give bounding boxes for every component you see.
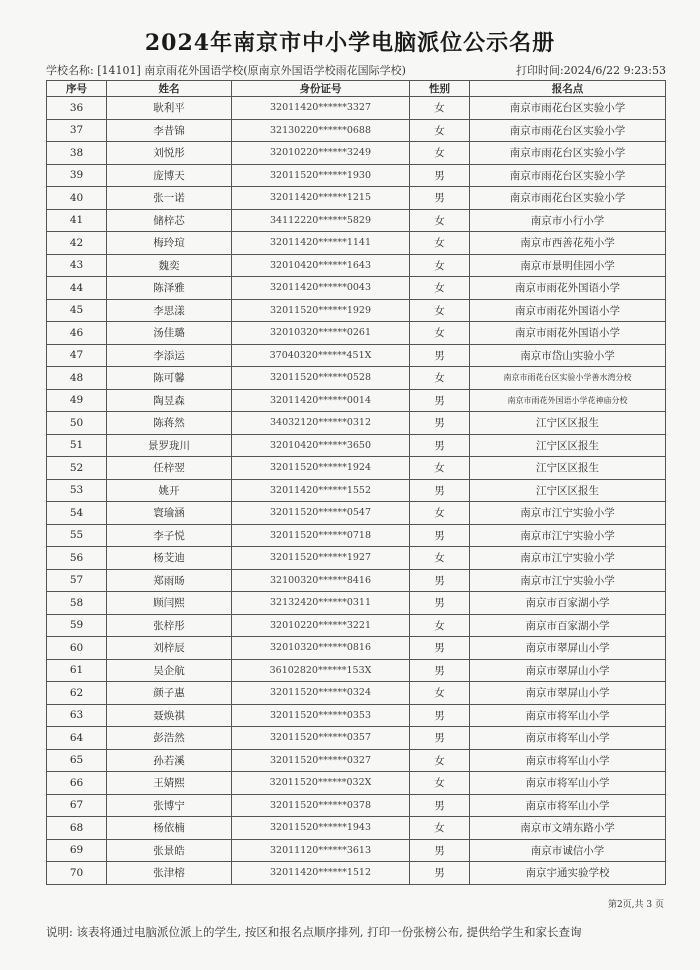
cell-gender: 女 <box>410 322 470 345</box>
cell-id-number: 32011520******0324 <box>232 682 410 705</box>
cell-id-number: 37040320******451X <box>232 344 410 367</box>
cell-id-number: 32011520******032X <box>232 772 410 795</box>
cell-name: 王婧熙 <box>107 772 232 795</box>
table-row <box>47 119 666 142</box>
cell-id-number: 32011420******1512 <box>232 862 410 885</box>
header-cell: 姓名 <box>107 81 232 97</box>
cell-gender: 男 <box>410 637 470 660</box>
cell-seq: 55 <box>47 524 107 547</box>
table-row <box>47 817 666 840</box>
cell-gender: 男 <box>410 794 470 817</box>
cell-enroll-site: 江宁区区报生 <box>470 479 666 502</box>
cell-name: 颜子惠 <box>107 682 232 705</box>
cell-id-number: 32011520******0378 <box>232 794 410 817</box>
print-time-info <box>516 62 666 78</box>
cell-name: 李思漾 <box>107 299 232 322</box>
cell-seq: 49 <box>47 389 107 412</box>
cell-enroll-site: 南京市诚信小学 <box>470 839 666 862</box>
cell-seq: 65 <box>47 749 107 772</box>
cell-id-number: 32011420******0043 <box>232 277 410 300</box>
cell-gender: 女 <box>410 142 470 165</box>
cell-enroll-site: 南京市将军山小学 <box>470 794 666 817</box>
cell-enroll-site: 江宁区区报生 <box>470 412 666 435</box>
cell-enroll-site: 江宁区区报生 <box>470 434 666 457</box>
school-info <box>46 62 406 78</box>
cell-gender: 男 <box>410 839 470 862</box>
school-name: [14101] 南京雨花外国语学校(原南京外国语学校雨花国际学校) <box>97 64 406 77</box>
cell-gender: 女 <box>410 277 470 300</box>
print-time-label: 打印时间: <box>515 64 564 77</box>
cell-name: 张梓彤 <box>107 614 232 637</box>
table-row <box>47 389 666 412</box>
cell-id-number: 32011520******0718 <box>232 524 410 547</box>
cell-seq: 59 <box>47 614 107 637</box>
table-row <box>47 299 666 322</box>
table-row <box>47 412 666 435</box>
cell-enroll-site: 南京市小行小学 <box>470 209 666 232</box>
cell-id-number: 34032120******0312 <box>232 412 410 435</box>
cell-gender: 男 <box>410 187 470 210</box>
cell-seq: 56 <box>47 547 107 570</box>
cell-enroll-site: 南京市百家湖小学 <box>470 592 666 615</box>
table-row <box>47 97 666 120</box>
cell-seq: 53 <box>47 479 107 502</box>
header-cell: 序号 <box>47 81 107 97</box>
cell-name: 顾闫熙 <box>107 592 232 615</box>
cell-id-number: 32132420******0311 <box>232 592 410 615</box>
cell-enroll-site: 南京市雨花台区实验小学 <box>470 97 666 120</box>
cell-id-number: 32011420******1141 <box>232 232 410 255</box>
table-row <box>47 502 666 525</box>
table-row <box>47 772 666 795</box>
cell-name: 寰瑜涵 <box>107 502 232 525</box>
cell-name: 姚开 <box>107 479 232 502</box>
cell-seq: 50 <box>47 412 107 435</box>
cell-gender: 男 <box>410 659 470 682</box>
cell-name: 任梓翌 <box>107 457 232 480</box>
cell-gender: 女 <box>410 682 470 705</box>
cell-enroll-site: 南京市雨花台区实验小学 <box>470 164 666 187</box>
table-row <box>47 569 666 592</box>
cell-name: 耿利平 <box>107 97 232 120</box>
cell-seq: 66 <box>47 772 107 795</box>
page-number: 第2页,共 3 页 <box>607 900 664 910</box>
cell-gender: 男 <box>410 592 470 615</box>
cell-gender: 女 <box>410 119 470 142</box>
cell-gender: 女 <box>410 502 470 525</box>
cell-name: 陶昱森 <box>107 389 232 412</box>
cell-seq: 52 <box>47 457 107 480</box>
cell-name: 孙若溪 <box>107 749 232 772</box>
cell-seq: 64 <box>47 727 107 750</box>
cell-gender: 女 <box>410 547 470 570</box>
cell-name: 吴企航 <box>107 659 232 682</box>
table-row <box>47 682 666 705</box>
table-row <box>47 547 666 570</box>
cell-seq: 54 <box>47 502 107 525</box>
cell-id-number: 32011520******1943 <box>232 817 410 840</box>
table-row <box>47 794 666 817</box>
cell-id-number: 32011520******0547 <box>232 502 410 525</box>
cell-gender: 男 <box>410 164 470 187</box>
cell-gender: 男 <box>410 344 470 367</box>
cell-gender: 男 <box>410 704 470 727</box>
table-row <box>47 659 666 682</box>
table-row <box>47 704 666 727</box>
table-row <box>47 322 666 345</box>
cell-seq: 57 <box>47 569 107 592</box>
cell-name: 杨芠迪 <box>107 547 232 570</box>
table-row <box>47 457 666 480</box>
cell-name: 储梓芯 <box>107 209 232 232</box>
cell-name: 魏奕 <box>107 254 232 277</box>
cell-seq: 41 <box>47 209 107 232</box>
cell-seq: 38 <box>47 142 107 165</box>
cell-enroll-site: 南京市景明佳园小学 <box>470 254 666 277</box>
cell-name: 景罗珑川 <box>107 434 232 457</box>
cell-enroll-site: 南京市雨花外国语小学 <box>470 299 666 322</box>
cell-seq: 58 <box>47 592 107 615</box>
cell-id-number: 32011520******1924 <box>232 457 410 480</box>
cell-seq: 51 <box>47 434 107 457</box>
cell-id-number: 32011520******0327 <box>232 749 410 772</box>
cell-enroll-site: 南京市将军山小学 <box>470 704 666 727</box>
header-cell: 身份证号 <box>232 81 410 97</box>
table-header-row <box>47 81 666 97</box>
cell-enroll-site: 南京市翠屏山小学 <box>470 637 666 660</box>
cell-enroll-site: 南京市岱山实验小学 <box>470 344 666 367</box>
cell-id-number: 32010220******3249 <box>232 142 410 165</box>
cell-name: 陈蒋然 <box>107 412 232 435</box>
cell-name: 彭浩然 <box>107 727 232 750</box>
cell-seq: 46 <box>47 322 107 345</box>
school-label: 学校名称: <box>46 64 94 77</box>
cell-gender: 女 <box>410 367 470 390</box>
table-row <box>47 839 666 862</box>
cell-id-number: 32011520******1927 <box>232 547 410 570</box>
cell-name: 陈泽雅 <box>107 277 232 300</box>
table-row <box>47 862 666 885</box>
cell-id-number: 36102820******153X <box>232 659 410 682</box>
cell-gender: 女 <box>410 749 470 772</box>
cell-seq: 39 <box>47 164 107 187</box>
cell-gender: 女 <box>410 97 470 120</box>
cell-seq: 36 <box>47 97 107 120</box>
cell-name: 刘悦彤 <box>107 142 232 165</box>
cell-seq: 67 <box>47 794 107 817</box>
table-row <box>47 637 666 660</box>
cell-gender: 女 <box>410 254 470 277</box>
cell-gender: 男 <box>410 862 470 885</box>
cell-name: 张博宁 <box>107 794 232 817</box>
cell-name: 张津榕 <box>107 862 232 885</box>
cell-enroll-site: 南京市文靖东路小学 <box>470 817 666 840</box>
footer-note: 说明: 该表将通过电脑派位派上的学生, 按区和报名点顺序排列, 打印一份张榜公布, 提供给学生和家长查询 <box>46 925 582 939</box>
cell-enroll-site: 南京市将军山小学 <box>470 772 666 795</box>
cell-enroll-site: 南京市雨花台区实验小学 <box>470 187 666 210</box>
cell-enroll-site: 南京市雨花台区实验小学 <box>470 142 666 165</box>
table-row <box>47 277 666 300</box>
table-row <box>47 344 666 367</box>
cell-gender: 男 <box>410 479 470 502</box>
table-row <box>47 142 666 165</box>
cell-enroll-site: 南京市江宁实验小学 <box>470 569 666 592</box>
cell-name: 郑雨旸 <box>107 569 232 592</box>
cell-name: 庞博天 <box>107 164 232 187</box>
table-row <box>47 209 666 232</box>
cell-name: 张一诺 <box>107 187 232 210</box>
cell-enroll-site: 南京市百家湖小学 <box>470 614 666 637</box>
cell-id-number: 32100320******8416 <box>232 569 410 592</box>
cell-name: 李子悦 <box>107 524 232 547</box>
print-time-value: 2024/6/22 9:23:53 <box>563 64 666 77</box>
cell-gender: 女 <box>410 457 470 480</box>
cell-seq: 68 <box>47 817 107 840</box>
table-row <box>47 614 666 637</box>
table-body <box>47 97 666 885</box>
cell-gender: 女 <box>410 614 470 637</box>
cell-id-number: 32011420******3327 <box>232 97 410 120</box>
cell-id-number: 32010320******0261 <box>232 322 410 345</box>
cell-enroll-site: 南京市雨花台区实验小学 <box>470 119 666 142</box>
cell-enroll-site: 南京市江宁实验小学 <box>470 547 666 570</box>
cell-gender: 女 <box>410 209 470 232</box>
cell-seq: 47 <box>47 344 107 367</box>
cell-seq: 44 <box>47 277 107 300</box>
table-row <box>47 524 666 547</box>
cell-enroll-site: 南京市将军山小学 <box>470 727 666 750</box>
table-row <box>47 232 666 255</box>
cell-seq: 48 <box>47 367 107 390</box>
cell-enroll-site: 南京市将军山小学 <box>470 749 666 772</box>
table-row <box>47 164 666 187</box>
table-row <box>47 727 666 750</box>
cell-gender: 男 <box>410 389 470 412</box>
cell-gender: 女 <box>410 232 470 255</box>
cell-id-number: 32010420******1643 <box>232 254 410 277</box>
cell-gender: 男 <box>410 727 470 750</box>
table-row <box>47 749 666 772</box>
cell-name: 梅玲瑄 <box>107 232 232 255</box>
cell-enroll-site: 江宁区区报生 <box>470 457 666 480</box>
cell-id-number: 32011420******1552 <box>232 479 410 502</box>
header-cell: 报名点 <box>470 81 666 97</box>
cell-gender: 女 <box>410 299 470 322</box>
cell-enroll-site: 南京市雨花外国语小学花神庙分校 <box>470 389 666 412</box>
cell-id-number: 32011420******0014 <box>232 389 410 412</box>
cell-id-number: 32011520******0357 <box>232 727 410 750</box>
cell-name: 李昔锦 <box>107 119 232 142</box>
page-title: 2024年南京市中小学电脑派位公示名册 <box>144 30 556 56</box>
table-row <box>47 187 666 210</box>
cell-id-number: 32011520******0528 <box>232 367 410 390</box>
cell-seq: 40 <box>47 187 107 210</box>
cell-seq: 43 <box>47 254 107 277</box>
cell-name: 杨依楠 <box>107 817 232 840</box>
cell-name: 聂焕祺 <box>107 704 232 727</box>
table-row <box>47 367 666 390</box>
cell-enroll-site: 南京市雨花台区实验小学善水湾分校 <box>470 367 666 390</box>
cell-name: 李添运 <box>107 344 232 367</box>
cell-id-number: 32130220******0688 <box>232 119 410 142</box>
cell-id-number: 32010220******3221 <box>232 614 410 637</box>
table-row <box>47 592 666 615</box>
cell-gender: 男 <box>410 569 470 592</box>
cell-id-number: 32011420******1215 <box>232 187 410 210</box>
table-row <box>47 254 666 277</box>
cell-id-number: 32010320******0816 <box>232 637 410 660</box>
cell-seq: 70 <box>47 862 107 885</box>
cell-gender: 男 <box>410 412 470 435</box>
cell-name: 张景皓 <box>107 839 232 862</box>
cell-seq: 61 <box>47 659 107 682</box>
cell-gender: 男 <box>410 434 470 457</box>
cell-seq: 37 <box>47 119 107 142</box>
cell-enroll-site: 南京市西善花苑小学 <box>470 232 666 255</box>
cell-enroll-site: 南京市雨花外国语小学 <box>470 277 666 300</box>
cell-seq: 45 <box>47 299 107 322</box>
cell-enroll-site: 南京市江宁实验小学 <box>470 524 666 547</box>
cell-enroll-site: 南京宇通实验学校 <box>470 862 666 885</box>
roster-table <box>46 80 666 885</box>
cell-enroll-site: 南京市江宁实验小学 <box>470 502 666 525</box>
cell-id-number: 32011120******3613 <box>232 839 410 862</box>
cell-gender: 女 <box>410 772 470 795</box>
cell-enroll-site: 南京市雨花外国语小学 <box>470 322 666 345</box>
header-cell: 性别 <box>410 81 470 97</box>
cell-id-number: 32011520******0353 <box>232 704 410 727</box>
table-row <box>47 434 666 457</box>
cell-enroll-site: 南京市翠屏山小学 <box>470 682 666 705</box>
cell-id-number: 32010420******3650 <box>232 434 410 457</box>
cell-id-number: 32011520******1930 <box>232 164 410 187</box>
cell-seq: 69 <box>47 839 107 862</box>
cell-id-number: 34112220******5829 <box>232 209 410 232</box>
cell-id-number: 32011520******1929 <box>232 299 410 322</box>
cell-gender: 男 <box>410 524 470 547</box>
cell-seq: 42 <box>47 232 107 255</box>
cell-name: 汤佳璐 <box>107 322 232 345</box>
table-row <box>47 479 666 502</box>
cell-seq: 60 <box>47 637 107 660</box>
cell-seq: 63 <box>47 704 107 727</box>
cell-name: 刘梓辰 <box>107 637 232 660</box>
cell-enroll-site: 南京市翠屏山小学 <box>470 659 666 682</box>
cell-seq: 62 <box>47 682 107 705</box>
cell-name: 陈可馨 <box>107 367 232 390</box>
cell-gender: 女 <box>410 817 470 840</box>
